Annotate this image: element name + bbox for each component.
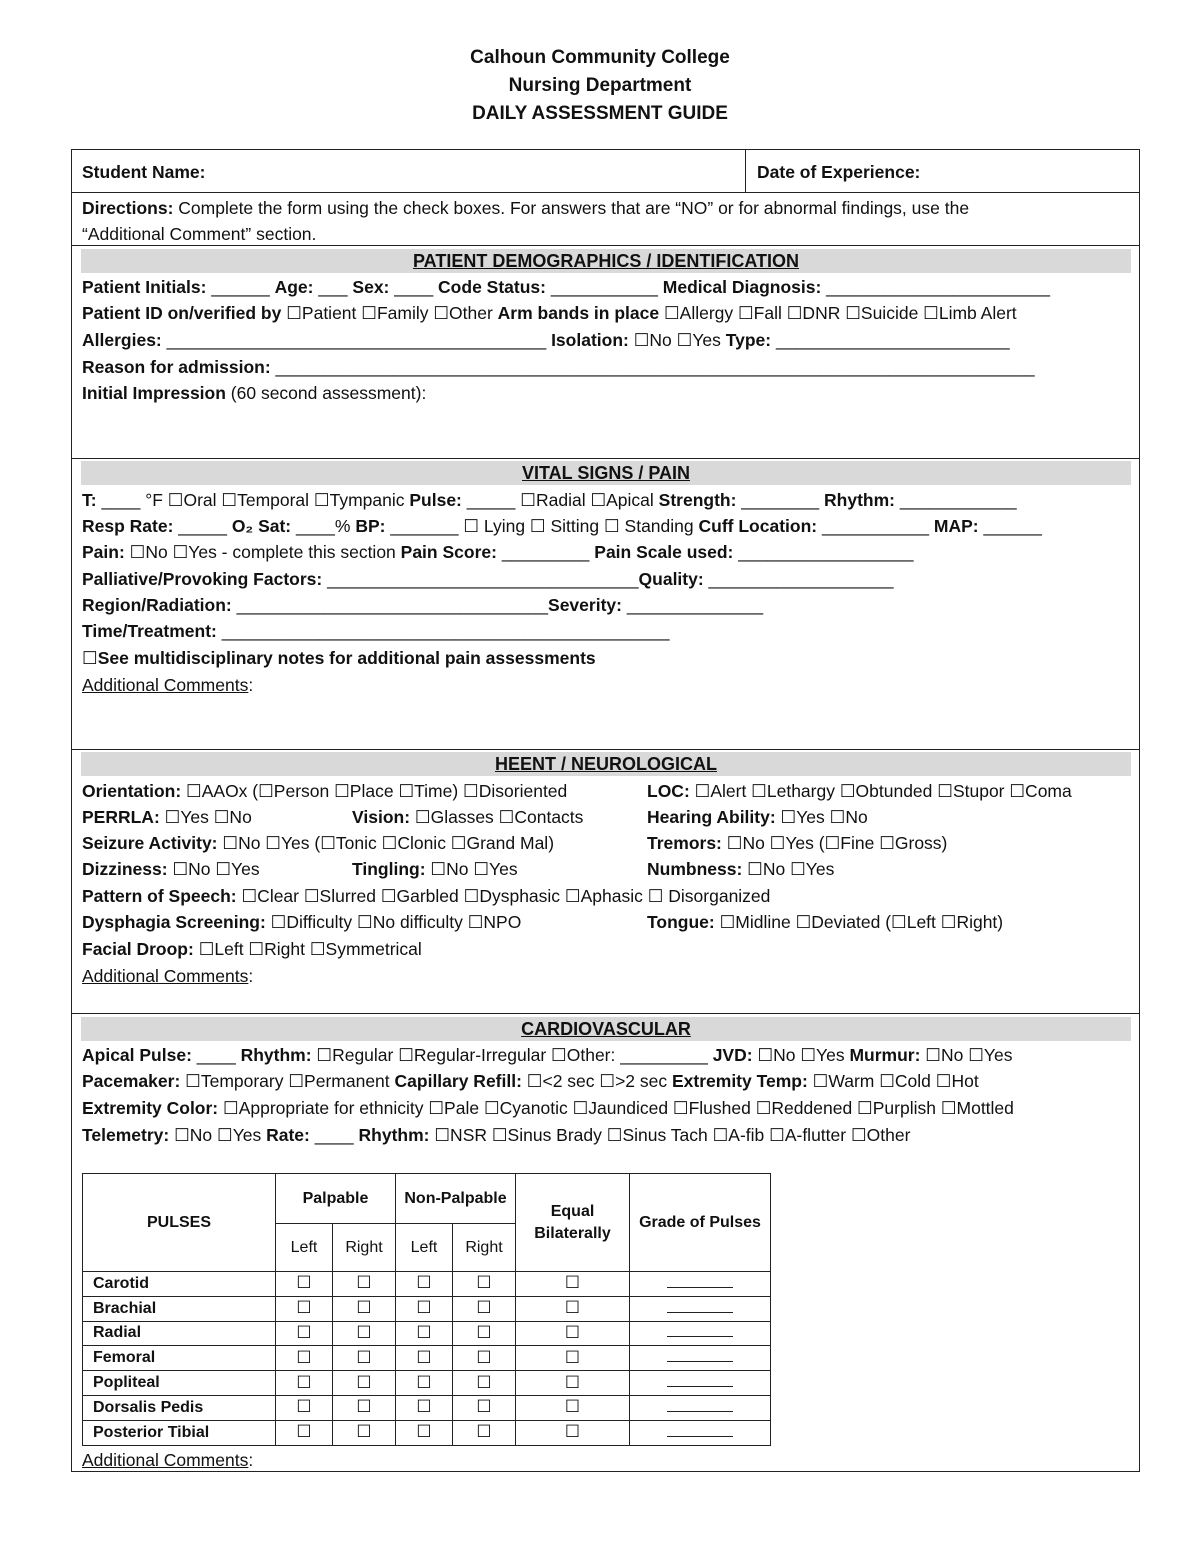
pulse-checkbox[interactable]: ☐ <box>564 1273 581 1293</box>
field-label: Type: <box>725 330 772 350</box>
field-options: ________ <box>736 490 825 510</box>
field-options: ☐No ☐Yes - complete this section <box>124 542 401 562</box>
field-label: Rhythm: <box>824 490 895 510</box>
grade-blank[interactable] <box>667 1322 733 1337</box>
field-options: ___________ <box>545 277 663 297</box>
pulse-row <box>83 1395 771 1420</box>
pulse-checkbox[interactable]: ☐ <box>476 1372 492 1392</box>
date-experience-label: Date of Experience: <box>757 162 921 182</box>
heent-comments: Additional Comments: <box>82 966 254 986</box>
field-label: PERRLA: <box>82 807 160 827</box>
field-options: ____% <box>291 516 356 536</box>
field-options: ______ <box>978 516 1042 536</box>
pulse-checkbox[interactable]: ☐ <box>356 1347 372 1367</box>
field-label: Orientation: <box>82 781 182 801</box>
heent-row-6-left <box>82 910 521 934</box>
field-options: ______________________________________________________________________________ <box>270 357 1035 377</box>
field-label: MAP: <box>933 516 979 536</box>
heent-row-2-right <box>647 805 868 829</box>
field-label: Murmur: <box>849 1045 921 1065</box>
pulse-site: Carotid <box>83 1272 276 1297</box>
sub-nonpalpable-left: Left <box>396 1224 453 1272</box>
field-options: ☐No ☐Yes <box>752 1045 850 1065</box>
field-label: LOC: <box>647 781 690 801</box>
field-label: Rhythm: <box>240 1045 312 1065</box>
pulse-site: Brachial <box>83 1296 276 1321</box>
pulse-checkbox[interactable]: ☐ <box>564 1322 581 1342</box>
field-label: See multidisciplinary notes for additional pain assessments <box>97 648 596 668</box>
heent-row-3-right <box>647 831 947 855</box>
field-label: Patient ID on/verified by <box>82 303 282 323</box>
vitals-line-1 <box>82 488 1017 512</box>
cardio-line-1 <box>82 1043 1012 1067</box>
field-options: ____ <box>309 1125 359 1145</box>
pulse-row <box>83 1346 771 1371</box>
pulse-checkbox[interactable]: ☐ <box>564 1422 581 1442</box>
heent-row-4-left <box>82 857 260 881</box>
sub-nonpalpable-right: Right <box>453 1224 516 1272</box>
field-label: Initial Impression <box>82 383 226 403</box>
pulse-row <box>83 1321 771 1346</box>
field-label: Vision: <box>352 807 411 827</box>
pulse-checkbox[interactable]: ☐ <box>476 1273 492 1293</box>
pulse-checkbox[interactable]: ☐ <box>416 1273 432 1293</box>
pulse-site: Posterior Tibial <box>83 1420 276 1445</box>
field-options: ☐Difficulty ☐No difficulty ☐NPO <box>265 912 522 932</box>
col-grade: Grade of Pulses <box>630 1174 771 1272</box>
field-label: Pain Scale used: <box>594 542 734 562</box>
field-options: ____ <box>389 277 439 297</box>
field-label: Dysphagia Screening: <box>82 912 266 932</box>
pulse-checkbox[interactable]: ☐ <box>416 1322 432 1342</box>
vitals-line-4 <box>82 567 893 591</box>
form-title: DAILY ASSESSMENT GUIDE <box>472 103 728 124</box>
field-options: ☐No ☐Yes <box>169 1125 267 1145</box>
grade-blank[interactable] <box>667 1298 733 1313</box>
field-label: T: <box>82 490 97 510</box>
vitals-title: VITAL SIGNS / PAIN <box>521 463 691 483</box>
field-options: ☐Patient ☐Family ☐Other <box>281 303 498 323</box>
pulse-checkbox[interactable]: ☐ <box>476 1397 492 1417</box>
pulse-checkbox[interactable]: ☐ <box>356 1372 372 1392</box>
divider-name-date <box>745 150 746 193</box>
pulse-checkbox[interactable]: ☐ <box>356 1322 372 1342</box>
field-label: Tingling: <box>352 859 426 879</box>
field-label: Region/Radiation: <box>82 595 232 615</box>
field-options: ______________________________________________ <box>216 621 670 641</box>
cardio-line-2 <box>82 1069 979 1093</box>
field-options: ☐No ☐Yes <box>920 1045 1013 1065</box>
field-label: Telemetry: <box>82 1125 170 1145</box>
field-label: Palliative/Provoking Factors: <box>82 569 323 589</box>
pulse-checkbox[interactable]: ☐ <box>416 1422 432 1442</box>
field-label: Strength: <box>658 490 737 510</box>
pulse-checkbox[interactable]: ☐ <box>564 1298 581 1318</box>
college-name: Calhoun Community College <box>470 47 730 68</box>
field-options: (60 second assessment): <box>225 383 427 403</box>
field-label: Age: <box>274 277 314 297</box>
field-options: ________________________________ <box>231 595 549 615</box>
field-label: Rhythm: <box>358 1125 430 1145</box>
heent-row-7-left <box>82 937 422 961</box>
heent-row-3-left <box>82 831 554 855</box>
field-label: Numbness: <box>647 859 743 879</box>
demographics-title: PATIENT DEMOGRAPHICS / IDENTIFICATION <box>413 251 799 271</box>
pulse-checkbox[interactable]: ☐ <box>296 1298 312 1318</box>
pulses-table <box>82 1173 771 1446</box>
heent-title: HEENT / NEUROLOGICAL <box>494 754 717 774</box>
sub-palpable-left: Left <box>276 1224 333 1272</box>
field-label: Pain: <box>82 542 125 562</box>
field-label: Reason for admission: <box>82 357 271 377</box>
field-options: __________________ <box>733 542 914 562</box>
field-options: ☐No ☐Yes <box>425 859 518 879</box>
pulse-checkbox[interactable]: ☐ <box>356 1422 372 1442</box>
field-options: ________________________ <box>771 330 1010 350</box>
pulse-row <box>83 1420 771 1445</box>
heent-row-4-mid <box>352 857 518 881</box>
pulse-checkbox[interactable]: ☐ <box>416 1298 432 1318</box>
field-options: ☐NSR ☐Sinus Brady ☐Sinus Tach ☐A-fib ☐A-flutter ☐Other <box>429 1125 911 1145</box>
field-label: Rate: <box>266 1125 310 1145</box>
pulse-checkbox[interactable]: ☐ <box>564 1347 581 1367</box>
heent-row-1-left <box>82 779 567 803</box>
field-options: ☐Midline ☐Deviated (☐Left ☐Right) <box>714 912 1004 932</box>
field-label: Pattern of Speech: <box>82 886 237 906</box>
pulse-checkbox[interactable]: ☐ <box>296 1273 312 1293</box>
field-options: ☐Appropriate for ethnicity ☐Pale ☐Cyanotic ☐Jaundiced ☐Flushed ☐Reddened ☐Purplish ☐Mottled <box>218 1098 1014 1118</box>
field-label: Pulse: <box>409 490 462 510</box>
field-label: Pain Score: <box>400 542 497 562</box>
cardio-title: CARDIOVASCULAR <box>521 1019 691 1039</box>
demographics-line-3 <box>82 328 1010 352</box>
field-options: ☐No ☐Yes <box>742 859 835 879</box>
field-options: ___________________ <box>703 569 894 589</box>
field-label: Sex: <box>352 277 390 297</box>
field-options: _________ <box>496 542 595 562</box>
demographics-line-1 <box>82 275 1050 299</box>
field-label: Tremors: <box>647 833 722 853</box>
sub-palpable-right: Right <box>333 1224 396 1272</box>
field-options: _______________________________________ <box>161 330 552 350</box>
pulse-checkbox[interactable]: ☐ <box>476 1298 492 1318</box>
demographics-line-2 <box>82 301 1017 325</box>
field-label: Extremity Temp: <box>671 1071 808 1091</box>
field-options: ☐<2 sec ☐>2 sec <box>521 1071 672 1091</box>
field-options: ____ °F ☐Oral ☐Temporal ☐Tympanic <box>96 490 410 510</box>
field-label: Patient Initials: <box>82 277 207 297</box>
field-options: ☐Alert ☐Lethargy ☐Obtunded ☐Stupor ☐Coma <box>689 781 1072 801</box>
heent-row-5-left <box>82 884 770 908</box>
directions: Directions: Complete the form using the check boxes. For answers that are “NO” or for abnormal findings, use the <box>82 198 970 218</box>
vitals-line-7 <box>82 646 596 670</box>
cardio-line-4 <box>82 1123 910 1147</box>
pulse-checkbox[interactable]: ☐ <box>476 1347 492 1367</box>
pulse-site: Radial <box>83 1321 276 1346</box>
field-options: ____ <box>191 1045 241 1065</box>
divider-top <box>71 192 1140 193</box>
field-label: Seizure Activity: <box>82 833 218 853</box>
vitals-line-5 <box>82 593 763 617</box>
field-options: ___ <box>313 277 353 297</box>
field-label: Pacemaker: <box>82 1071 181 1091</box>
pulse-site: Dorsalis Pedis <box>83 1395 276 1420</box>
field-label: Apical Pulse: <box>82 1045 192 1065</box>
heent-row-2-left <box>82 805 252 829</box>
divider-demographics <box>71 458 1140 459</box>
pulse-site: Femoral <box>83 1346 276 1371</box>
field-options: _______________________ <box>821 277 1051 297</box>
field-options: ____________ <box>895 490 1017 510</box>
divider-heent <box>71 1013 1140 1014</box>
pulse-checkbox[interactable]: ☐ <box>296 1322 312 1342</box>
col-equal: Equal Bilaterally <box>516 1174 630 1272</box>
field-label: Isolation: <box>551 330 629 350</box>
pulse-checkbox[interactable]: ☐ <box>476 1322 492 1342</box>
pulse-checkbox[interactable]: ☐ <box>564 1397 581 1417</box>
pulse-row <box>83 1272 771 1297</box>
vitals-line-2 <box>82 514 1042 538</box>
field-label: Code Status: <box>438 277 546 297</box>
field-label: Quality: <box>638 569 704 589</box>
field-label: O₂ Sat: <box>231 516 292 536</box>
demographics-line-4 <box>82 355 1035 379</box>
field-options: ______________ <box>621 595 764 615</box>
pulse-checkbox[interactable]: ☐ <box>356 1397 372 1417</box>
pulse-checkbox[interactable]: ☐ <box>416 1397 432 1417</box>
cardio-line-3 <box>82 1096 1014 1120</box>
pulse-checkbox[interactable]: ☐ <box>356 1298 372 1318</box>
field-label: Facial Droop: <box>82 939 194 959</box>
field-options: ☐Clear ☐Slurred ☐Garbled ☐Dysphasic ☐Aphasic ☐ Disorganized <box>236 886 771 906</box>
pulse-site: Popliteal <box>83 1371 276 1396</box>
field-options: _____ <box>173 516 232 536</box>
cardio-comments: Additional Comments: <box>82 1450 254 1470</box>
directions-cont: “Additional Comment” section. <box>82 224 317 244</box>
field-options: ☐No ☐Yes (☐Tonic ☐Clonic ☐Grand Mal) <box>217 833 555 853</box>
pulse-row <box>83 1371 771 1396</box>
pulse-checkbox[interactable]: ☐ <box>296 1372 312 1392</box>
student-name-label: Student Name: <box>82 162 206 182</box>
field-label: Resp Rate: <box>82 516 174 536</box>
vitals-line-6 <box>82 619 669 643</box>
pulse-checkbox[interactable]: ☐ <box>296 1397 312 1417</box>
field-options: ___________ <box>817 516 934 536</box>
col-pulses: PULSES <box>83 1174 276 1272</box>
field-options: _____ ☐Radial ☐Apical <box>461 490 659 510</box>
field-label: Severity: <box>548 595 622 615</box>
field-options: ☐Temporary ☐Permanent <box>180 1071 395 1091</box>
field-options: ______ <box>206 277 275 297</box>
grade-blank[interactable] <box>667 1422 733 1437</box>
field-label: Hearing Ability: <box>647 807 776 827</box>
field-label: JVD: <box>712 1045 753 1065</box>
field-options: ☐Allergy ☐Fall ☐DNR ☐Suicide ☐Limb Alert <box>659 303 1017 323</box>
heent-row-1-right <box>647 779 1072 803</box>
field-options: ________________________________ <box>322 569 639 589</box>
pulse-checkbox[interactable]: ☐ <box>356 1273 372 1293</box>
pulse-checkbox[interactable]: ☐ <box>476 1422 492 1442</box>
field-options: ☐Glasses ☐Contacts <box>410 807 584 827</box>
vitals-line-3 <box>82 540 913 564</box>
field-options: _______ ☐ Lying ☐ Sitting ☐ Standing <box>385 516 699 536</box>
field-label: Medical Diagnosis: <box>662 277 822 297</box>
field-options: ☐No ☐Yes <box>167 859 260 879</box>
field-options: ☐Warm ☐Cold ☐Hot <box>807 1071 979 1091</box>
field-options: ☐Regular ☐Regular-Irregular ☐Other: _________ <box>311 1045 713 1065</box>
col-palpable: Palpable <box>276 1174 396 1224</box>
field-options: ☐AAOx (☐Person ☐Place ☐Time) ☐Disoriented <box>181 781 568 801</box>
field-options: ☐Left ☐Right ☐Symmetrical <box>193 939 422 959</box>
pulse-checkbox[interactable]: ☐ <box>296 1422 312 1442</box>
field-options: ☐No ☐Yes <box>628 330 726 350</box>
grade-blank[interactable] <box>667 1397 733 1412</box>
grade-blank[interactable] <box>667 1372 733 1387</box>
field-label: Tongue: <box>647 912 715 932</box>
field-options: ☐Yes ☐No <box>159 807 252 827</box>
pulse-checkbox[interactable]: ☐ <box>296 1347 312 1367</box>
field-options: ☐Yes ☐No <box>775 807 868 827</box>
vitals-comments: Additional Comments: <box>82 675 254 695</box>
field-label: Extremity Color: <box>82 1098 219 1118</box>
field-label: Cuff Location: <box>698 516 818 536</box>
pulse-checkbox[interactable]: ☐ <box>416 1347 432 1367</box>
field-options: ☐No ☐Yes (☐Fine ☐Gross) <box>721 833 948 853</box>
field-label: BP: <box>355 516 386 536</box>
grade-blank[interactable] <box>667 1347 733 1362</box>
field-label: Dizziness: <box>82 859 168 879</box>
field-options: ☐ <box>82 648 98 668</box>
field-label: Time/Treatment: <box>82 621 217 641</box>
heent-row-6-right <box>647 910 1003 934</box>
pulse-checkbox[interactable]: ☐ <box>416 1372 432 1392</box>
grade-blank[interactable] <box>667 1273 733 1288</box>
department-name: Nursing Department <box>508 75 692 96</box>
pulse-checkbox[interactable]: ☐ <box>564 1372 581 1392</box>
heent-row-4-right <box>647 857 834 881</box>
field-label: Allergies: <box>82 330 162 350</box>
col-nonpalpable: Non-Palpable <box>396 1174 516 1224</box>
field-label: Arm bands in place <box>497 303 660 323</box>
divider-vitals <box>71 749 1140 750</box>
pulse-row <box>83 1296 771 1321</box>
demographics-line-5 <box>82 381 426 405</box>
heent-row-2-mid <box>352 805 583 829</box>
field-label: Capillary Refill: <box>394 1071 522 1091</box>
